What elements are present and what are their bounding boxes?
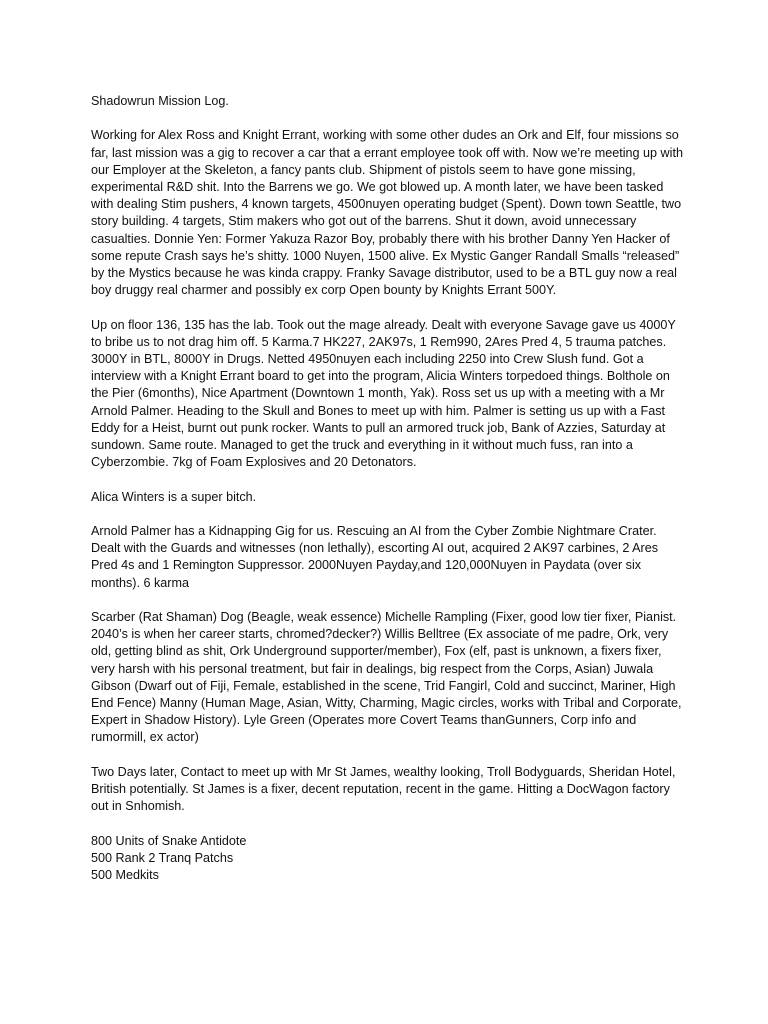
paragraph-alica-note: Alica Winters is a super bitch. — [91, 489, 257, 504]
paragraph-lab-raid: Up on floor 136, 135 has the lab. Took out the mage already. Dealt with everyone Savage gave us 4000Y to bribe us to not drag him off. 5 Karma.7 HK227, 2AK97s, 1 Rem990, 2Ares Pred 4, 5 trauma patches. 3000Y in BTL, 8000Y in Drugs. Netted 4950nuyen each including 2250 into Crew Slush fund. Got a interview with a Knight Errant board to get into the program, Alicia Winters torpedoed things. Bolthole on the Pier (6months), Nice Apartment (Downtown 1 month, Yak). Ross set us up with a meeting with a Mr Arnold Palmer. Heading to the Skull and Bones to meet up with him. Palmer is setting us up with a Fast Eddy for a Heist, burnt out punk rocker. Wants to pull an armored truck job, Bank of Azzies, Saturday at sundown. Same route. Managed to get the truck and everything in it without much fuss, ran into a Cyberzombie. 7kg of Foam Explosives and 20 Detonators. — [91, 317, 676, 470]
document-title: Shadowrun Mission Log. — [91, 94, 229, 108]
inventory-item: 500 Medkits — [91, 868, 159, 883]
inventory-item: 800 Units of Snake Antidote — [91, 833, 247, 848]
paragraph-st-james: Two Days later, Contact to meet up with Mr St James, wealthy looking, Troll Bodyguards, Sheridan Hotel, British potentially. St James is a fixer, decent reputation, recent in the game. Hitting a DocWagon factory out in Snhomish. — [91, 764, 676, 814]
inventory-list — [91, 833, 688, 885]
paragraph-employer-briefing: Working for Alex Ross and Knight Errant, working with some other dudes an Ork and Elf, four missions so far, last mission was a gig to recover a car that a errant employee took off with. Now we’re meeting up with our Employer at the Skeleton, a fancy pants club. Shipment of pistols seem to have gone missing, experimental R&D shit. Into the Barrens we go. We got blowed up. A month later, we have been tasked with dealing Stim pushers, 4 known targets, 4500nuyen operating budget (Spent). Down town Seattle, two story building. 4 targets, Stim makers who got out of the barrens. Shut it down, avoid unnecessary casualties. Donnie Yen: Former Yakuza Razor Boy, probably there with his brother Danny Yen Hacker of some repute Crash says he’s shitty. 1000 Nuyen, 1500 alive. Ex Mystic Ganger Randall Smalls “released” by the Mystics because he was kinda crappy. Franky Savage distributor, used to be a BTL guy now a real boy druggy real charmer and possibly ex corp Open bounty by Knights Errant 500Y. — [91, 128, 683, 298]
inventory-item: 500 Rank 2 Tranq Patchs — [91, 850, 234, 865]
paragraph-kidnapping-gig: Arnold Palmer has a Kidnapping Gig for us. Rescuing an AI from the Cyber Zombie Nightmare Crater. Dealt with the Guards and witnesses (non lethally), escorting AI out, acquired 2 AK97 carbines, 2 Ares Pred 4s and 1 Remington Suppressor. 2000Nuyen Payday,and 120,000Nuyen in Paydata (over six months). 6 karma — [91, 524, 659, 590]
paragraph-contacts: Scarber (Rat Shaman) Dog (Beagle, weak essence) Michelle Rampling (Fixer, good low tier fixer, Pianist. 2040’s is when her career starts, chromed?decker?) Willis Belltree (Ex associate of me padre, Ork, very old, getting blind as shit, Ork Underground supporter/member), Fox (elf, past is unknown, a fixers fixer, very harsh with his personal treatment, but fair in dealings, big respect from the Corps, Asian) Juwala Gibson (Dwarf out of Fiji, Female, established in the scene, Trid Fangirl, Cold and succinct, Mariner, High End Fence) Manny (Human Mage, Asian, Witty, Charming, Magic circles, works with Tribal and Corporate, Expert in Shadow History). Lyle Green (Operates more Covert Teams thanGunners, Corp info and rumormill, ex actor) — [91, 610, 682, 745]
